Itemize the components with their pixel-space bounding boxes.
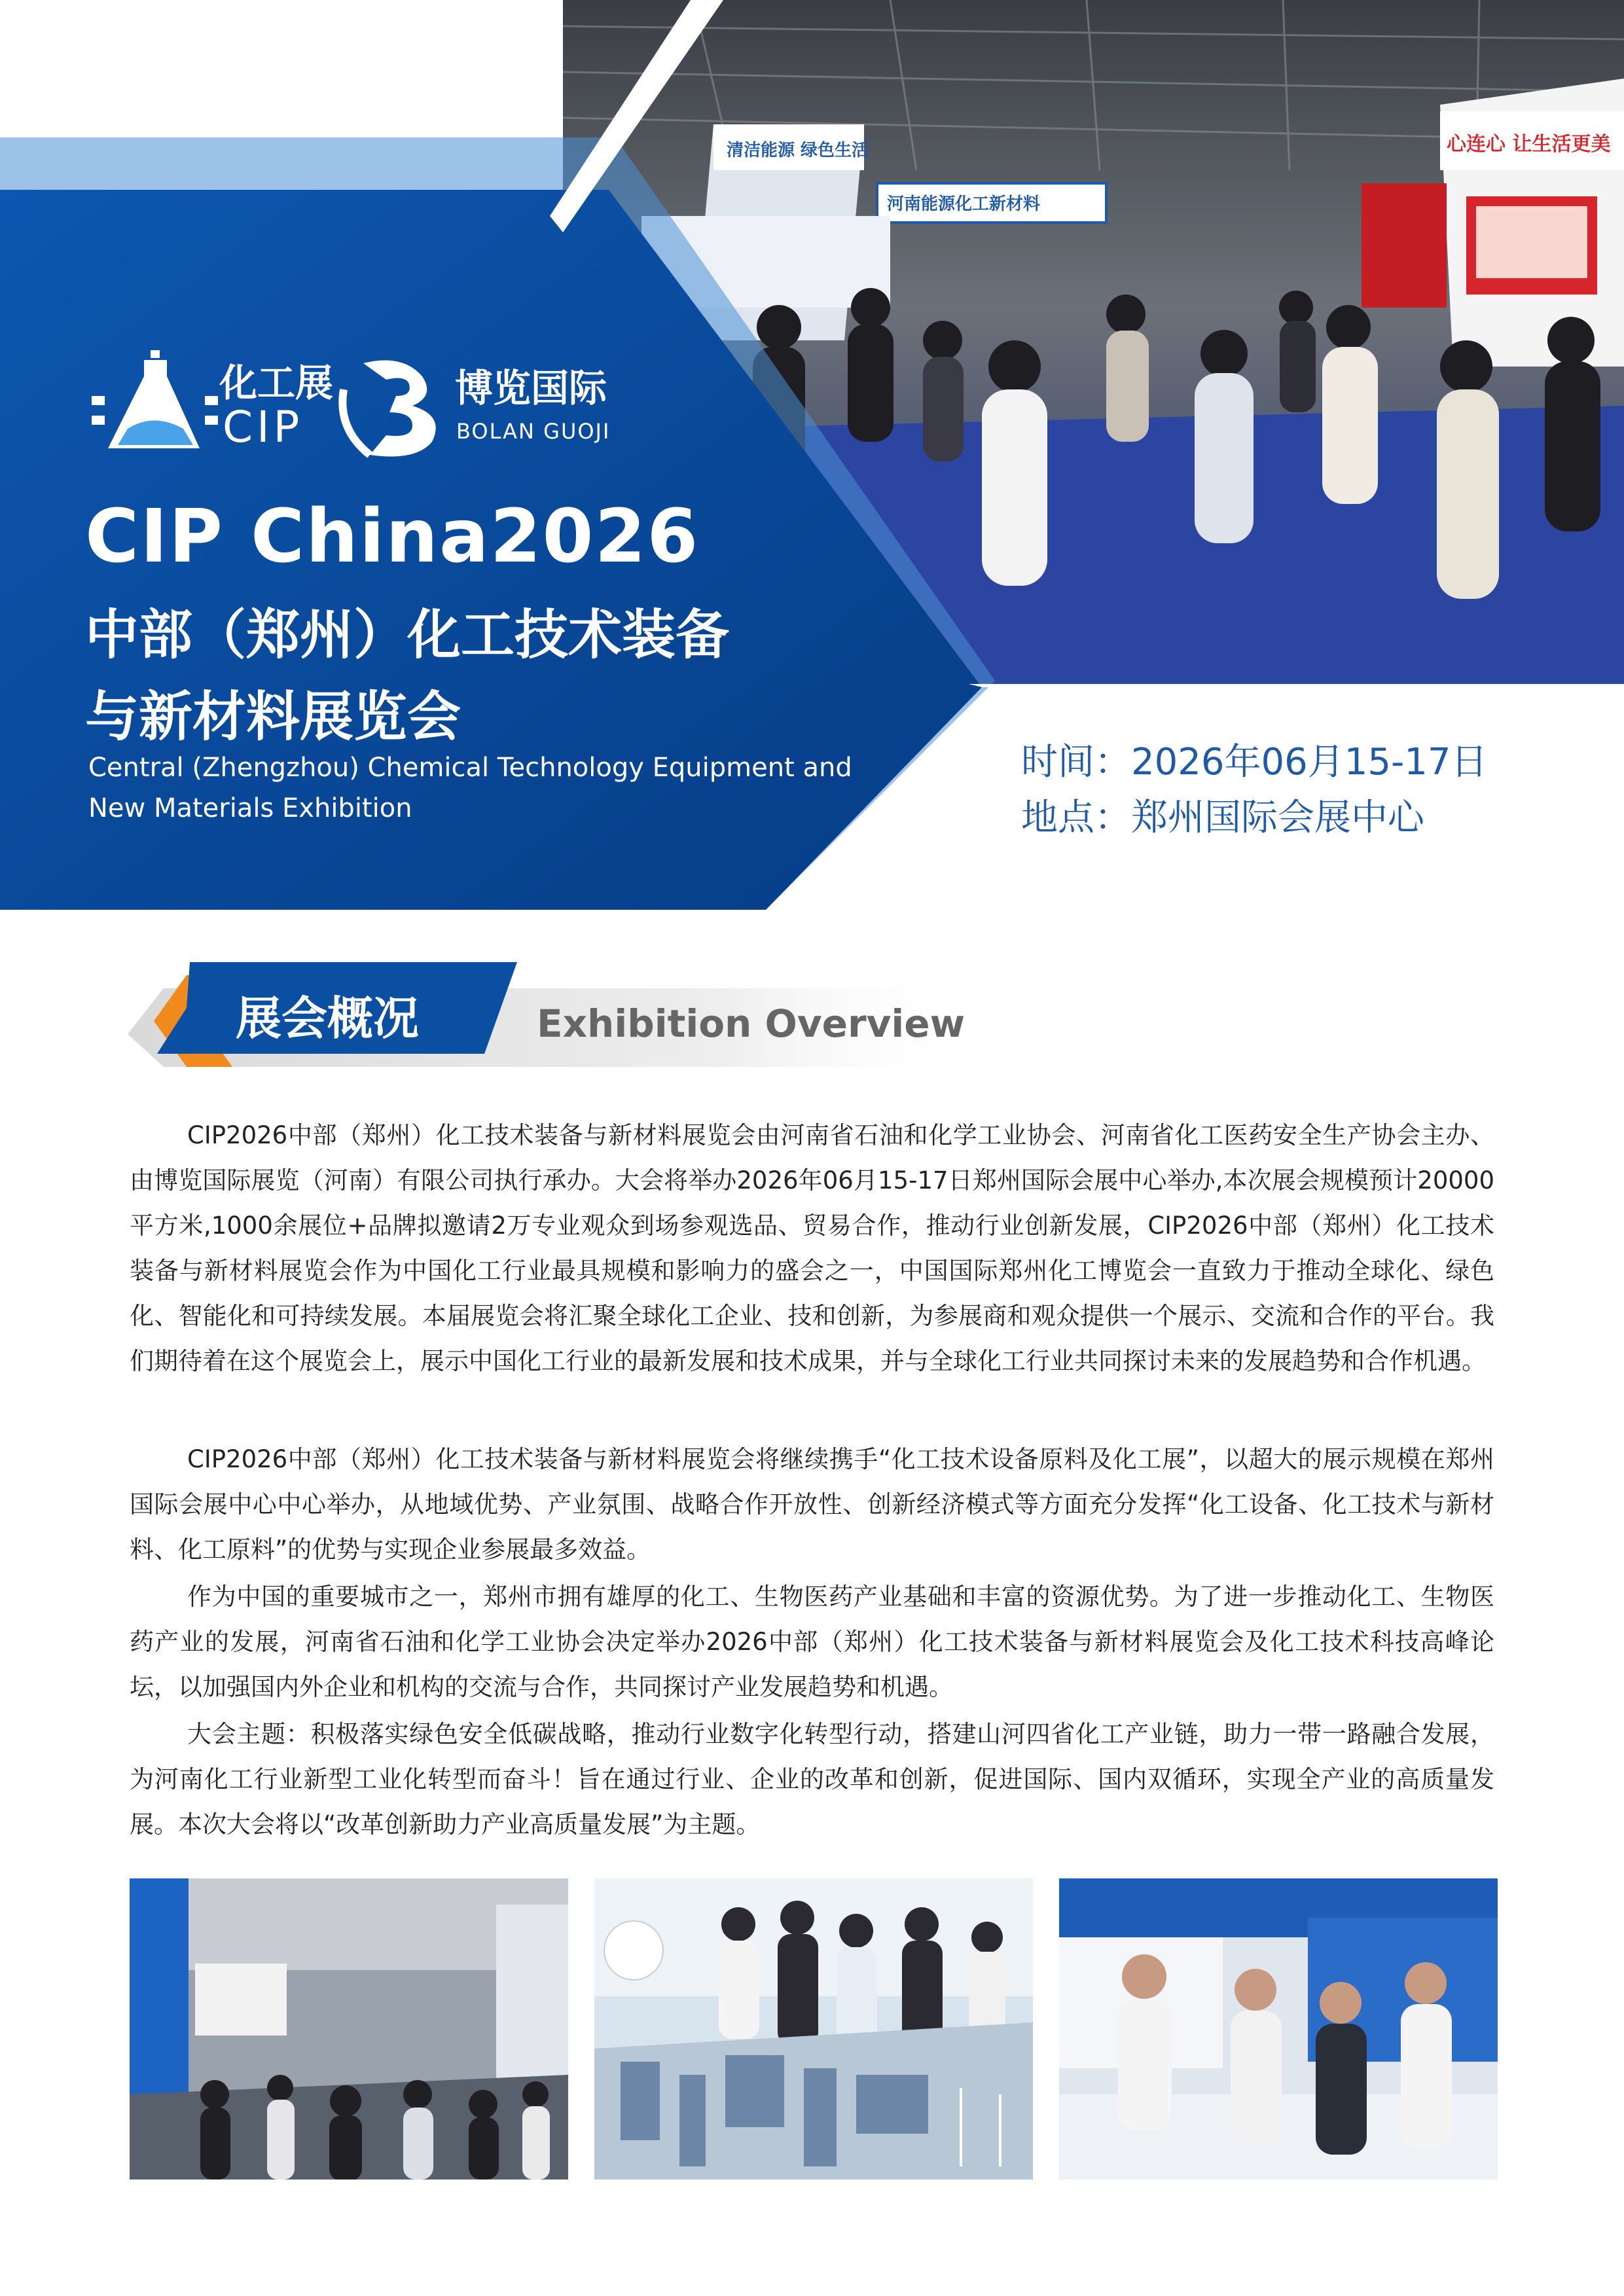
photo-visitors-model [594,1878,1033,2179]
title-chinese-line-2: 与新材料展览会 [85,686,461,748]
event-time: 时间：2026年06月15-17日 [1021,741,1488,783]
overview-paragraph-1: CIP2026中部（郑州）化工技术装备与新材料展览会由河南省石油和化学工业协会、河南省化工医药安全生产协会主办、由博览国际展览（河南）有限公司执行承办。大会将举办2026年06月15-17日郑州国际会展中心举办,本次展会规模预计20000平方米,1000余展位+品牌拟邀请2万专业观众到场参观选品、贸易合作，推动行业创新发展，CIP2026中部（郑州）化工技术装备与新材料展览会作为中国化工行业最具规模和影响力的盛会之一，中国国际郑州化工博览会一直致力于推动全球化、绿色化、智能化和可持续发展。本届展览会将汇聚全球化工企业、技和创新，为参展商和观众提供一个展示、交流和合作的平台。我们期待着在这个展览会上，展示中国化工行业的最新发展和技术成果，并与全球化工行业共同探讨未来的发展趋势和合作机遇。 [130,1121,1494,1375]
section-title-en: Exhibition Overview [537,1001,965,1046]
event-place: 地点：郑州国际会展中心 [1021,797,1424,839]
booth-sign-clean-energy: 清洁能源 绿色生活 [727,141,869,160]
overview-paragraph-4: 大会主题：积极落实绿色安全低碳战略，推动行业数字化转型行动，搭建山河四省化工产业链，助力一带一路融合发展，为河南化工行业新型工业化转型而奋斗！旨在通过行业、企业的改革和创新，促进国际、国内双循环，实现全产业的高质量发展。本次大会将以“改革创新助力产业高质量发展”为主题。 [130,1720,1494,1839]
section-title-cn: 展会概况 [236,992,419,1045]
photo-exhibition-crowd [130,1878,568,2179]
overview-paragraph-3: 作为中国的重要城市之一，郑州市拥有雄厚的化工、生物医药产业基础和丰富的资源优势。为了进一步推动化工、生物医药产业的发展，河南省石油和化学工业协会决定举办2026中部（郑州）化工技术装备与新材料展览会及化工技术科技高峰论坛，以加强国内外企业和机构的交流与合作，共同探讨产业发展趋势和机遇。 [130,1583,1494,1701]
bolan-logo-icon [342,361,435,457]
title-english: CIP China2026 [85,494,700,579]
bolan-logo-en: BOLAN GUOJI [456,419,611,444]
subtitle-english-line-2: New Materials Exhibition [88,793,412,823]
cip-logo-en: CIP [223,402,304,452]
overview-paragraph-2: CIP2026中部（郑州）化工技术装备与新材料展览会将继续携手“化工技术设备原料及化工展”，以超大的展示规模在郑州国际会展中心中心举办，从地域优势、产业氛围、战略合作开放性、创新经济模式等方面充分发挥“化工设备、化工技术与新材料、化工原料”的优势与实现企业参展最多效益。 [130,1445,1494,1564]
logo-group [88,350,651,461]
bolan-logo-cn: 博览国际 [455,366,607,410]
subtitle-english-line-1: Central (Zhengzhou) Chemical Technology Equipment and [88,753,852,783]
title-chinese-line-1: 中部（郑州）化工技术装备 [85,604,730,666]
photo-officials-booth [1059,1878,1498,2179]
booth-sign-henan-energy: 河南能源化工新材料 [887,194,1041,214]
cip-logo-cn: 化工展 [219,361,334,405]
cip-logo-icon [92,350,218,448]
booth-sign-xinlianxin: 心连心 让生活更美 [1447,133,1611,156]
